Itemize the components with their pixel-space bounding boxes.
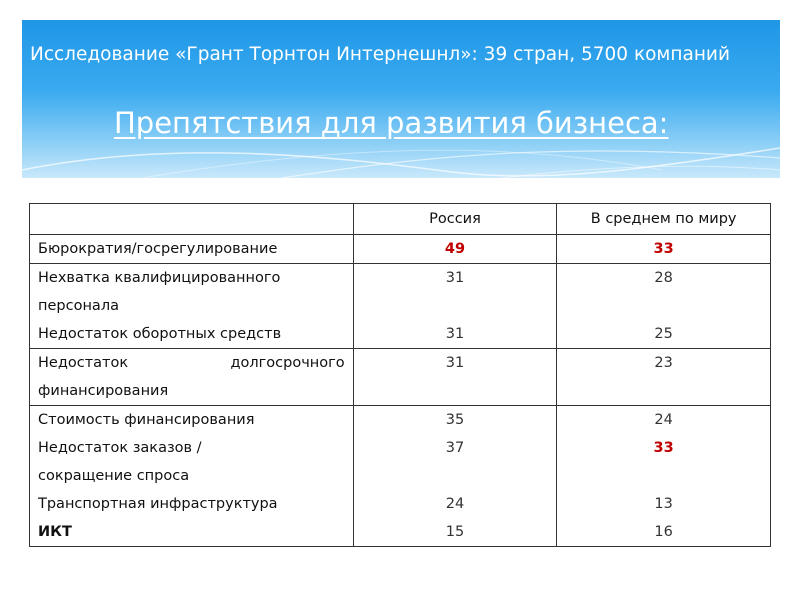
- page-subtitle: Препятствия для развития бизнеса:: [114, 106, 669, 140]
- row-label-line2: финансирования: [38, 383, 169, 399]
- world-value: 25: [557, 320, 771, 349]
- row-label-line1: Нехватка квалифицированного: [38, 270, 281, 286]
- table-row: [30, 320, 771, 349]
- world-value: 16: [557, 518, 771, 547]
- row-label: Недостаток оборотных средств: [30, 320, 354, 349]
- table-header-row: [30, 204, 771, 235]
- row-label: ИКТ: [30, 518, 354, 547]
- russia-value: 24: [353, 490, 557, 518]
- russia-value: 31: [353, 349, 557, 406]
- page-title: Исследование «Грант Торнтон Интернешнл»: 39 стран, 5700 компаний: [30, 44, 730, 65]
- table-row: [30, 490, 771, 518]
- world-value: 33: [557, 235, 771, 264]
- world-value: 13: [557, 490, 771, 518]
- world-value: 23: [557, 349, 771, 406]
- russia-value: 15: [353, 518, 557, 547]
- world-value: 24: [557, 406, 771, 435]
- row-label: [30, 264, 354, 321]
- row-label: Транспортная инфраструктура: [30, 490, 354, 518]
- row-label: Стоимость финансирования: [30, 406, 354, 435]
- table-row: [30, 518, 771, 547]
- column-header-world: В среднем по миру: [557, 204, 771, 235]
- table-row: [30, 349, 771, 406]
- russia-value: 35: [353, 406, 557, 435]
- obstacles-table: [29, 203, 771, 547]
- world-value: 28: [557, 264, 771, 321]
- row-label-line1: Недостаток долгосрочного: [38, 355, 345, 371]
- table-row: [30, 235, 771, 264]
- russia-value: 31: [353, 320, 557, 349]
- row-label-line1: Недостаток заказов /: [38, 440, 202, 456]
- column-header-label: [30, 204, 354, 235]
- row-label-line2: сокращение спроса: [38, 468, 190, 484]
- row-label: [30, 434, 354, 490]
- title-banner: [22, 20, 780, 178]
- table-row: [30, 406, 771, 435]
- row-label: [30, 349, 354, 406]
- row-label: Бюрократия/госрегулирование: [30, 235, 354, 264]
- table-row: [30, 264, 771, 321]
- row-label-line2: персонала: [38, 298, 119, 314]
- table-row: [30, 434, 771, 490]
- russia-value: 37: [353, 434, 557, 490]
- column-header-russia: Россия: [353, 204, 557, 235]
- russia-value: 49: [353, 235, 557, 264]
- russia-value: 31: [353, 264, 557, 321]
- world-value: 33: [557, 434, 771, 490]
